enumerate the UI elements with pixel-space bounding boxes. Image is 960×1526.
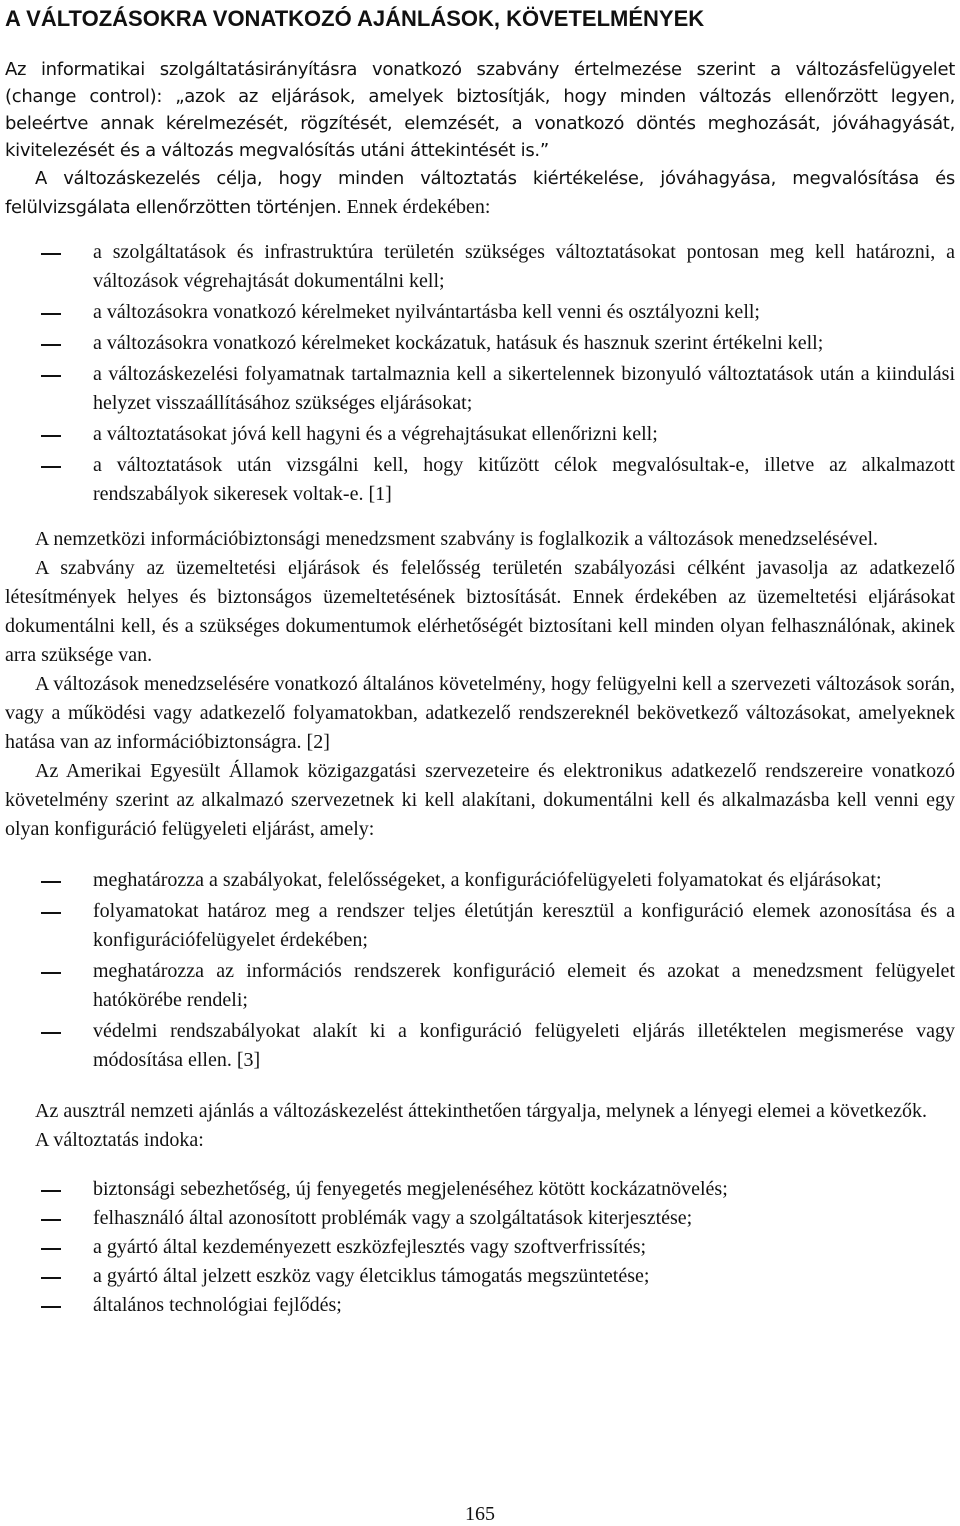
configuration-management-list xyxy=(5,866,955,1075)
list-item: meghatározza az információs rendszerek konfiguráció elemeit és azokat a menedzsment felügyelet hatókörébe rendeli; xyxy=(93,960,955,1011)
goal-paragraph xyxy=(5,164,955,222)
list-item: felhasználó által azonosított problémák vagy a szolgáltatások kiterjesztése; xyxy=(93,1207,693,1229)
page-number: 165 xyxy=(465,1503,495,1525)
list-item: a változtatások után vizsgálni kell, hogy kitűzött célok megvalósultak-e, illetve az alkalmazott rendszabályok sikeresek voltak-e. [1] xyxy=(93,454,955,505)
page-title: A VÁLTOZÁSOKRA VONATKOZÓ AJÁNLÁSOK, KÖVETELMÉNYEK xyxy=(5,6,705,31)
list-item: a gyártó által kezdeményezett eszközfejlesztés vagy szoftverfrissítés; xyxy=(93,1236,647,1258)
intro-paragraph: Az informatikai szolgáltatásirányításra vonatkozó szabvány értelmezése szerint a változásfelügyelet (change control): „azok az eljárások, amelyek biztosítják, hogy minden változás ellenőrzött legyen, beleértve annak kérelmezését, rögzítését, elemzését, a vonatkozó döntés meghozását, jóváhagyását, kivitelezését és a változás megvalósítás utáni áttekintését is.” xyxy=(5,59,955,161)
list-item: általános technológiai fejlődés; xyxy=(93,1294,342,1316)
list-item: a szolgáltatások és infrastruktúra területén szükséges változtatásokat pontosan meg kell határozni, a változások végrehajtását dokumentálni kell; xyxy=(93,241,955,292)
list-item: a változásokra vonatkozó kérelmeket kockázatuk, hatásuk és hasznuk szerint értékelni kell; xyxy=(93,332,824,354)
change-reason-list xyxy=(5,1175,955,1320)
goal-paragraph-part2: Ennek érdekében: xyxy=(346,196,491,218)
list-item: a változtatásokat jóvá kell hagyni és a végrehajtásukat ellenőrizni kell; xyxy=(93,423,658,445)
standard-paragraph: A szabvány az üzemeltetési eljárások és felelősség területén szabályozási célként javasolja az adatkezelő létesítmények helyes és biztonságos üzemeltetésének biztosítását. Ennek érdekében az üzemeltetési eljárásokat dokumentálni kell, és a szükséges dokumentumok elérhetőségét biztosítani kell minden olyan felhasználónak, akinek arra szüksége van. xyxy=(5,557,955,666)
australian-recommendation-paragraph: Az ausztrál nemzeti ajánlás a változáskezelést áttekinthetően tárgyalja, melynek a lényegi elemei a következők. xyxy=(35,1100,928,1122)
list-item: folyamatokat határoz meg a rendszer teljes életútján keresztül a konfiguráció elemek azonosítása és a konfigurációfelügyelet érdekében; xyxy=(93,900,955,951)
goal-paragraph-part1: A változáskezelés célja, hogy minden változtatás kiértékelése, jóváhagyása, megvalósítása és felülvizsgálata ellenőrzötten történjen. xyxy=(5,168,955,218)
change-management-list xyxy=(5,238,955,509)
us-requirement-paragraph: Az Amerikai Egyesült Államok közigazgatási szervezeteire és elektronikus adatkezelő rendszereire vonatkozó követelmény szerint az alkalmazó szervezetnek ki kell alakítani, dokumentálni kell és alkalmazásba kell venni egy olyan konfiguráció felügyeleti eljárást, amely: xyxy=(5,760,955,840)
list-item: meghatározza a szabályokat, felelősségeket, a konfigurációfelügyeleti folyamatokat és eljárásokat; xyxy=(93,869,882,891)
list-item: a változásokra vonatkozó kérelmeket nyilvántartásba kell venni és osztályozni kell; xyxy=(93,301,760,323)
document-page xyxy=(5,0,955,1320)
list-item: a gyártó által jelzett eszköz vagy életciklus támogatás megszüntetése; xyxy=(93,1265,650,1287)
list-item: biztonsági sebezhetőség, új fenyegetés megjelenéséhez kötött kockázatnövelés; xyxy=(93,1178,728,1200)
list-item: a változáskezelési folyamatnak tartalmaznia kell a sikertelennek bizonyuló változtatások után a kiindulási helyzet visszaállításához szükséges eljárásokat; xyxy=(93,363,955,414)
general-requirement-paragraph: A változások menedzselésére vonatkozó általános követelmény, hogy felügyelni kell a szervezeti változások során, vagy a működési vagy adatkezelő folyamatokban, adatkezelő rendszereknél bekövetkező változásokat, amelyeknek hatása van az információbiztonságra. [2] xyxy=(5,673,955,753)
list-item: védelmi rendszabályokat alakít ki a konfiguráció felügyeleti eljárás illetéktelen megismerése vagy módosítása ellen. [3] xyxy=(93,1020,955,1071)
change-reason-heading: A változtatás indoka: xyxy=(35,1129,204,1151)
international-standard-paragraph: A nemzetközi információbiztonsági menedzsment szabvány is foglalkozik a változások menedzselésével. xyxy=(35,528,879,550)
